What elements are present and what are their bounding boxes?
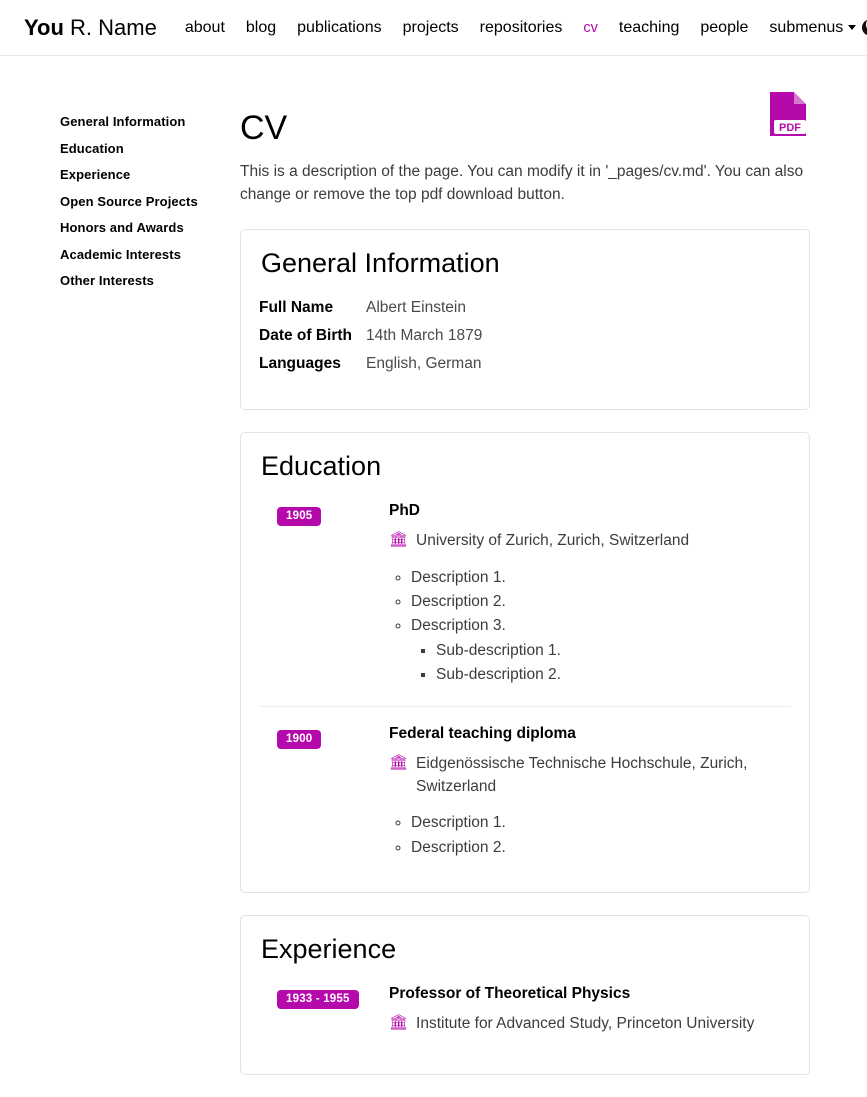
entry-institution: [389, 529, 785, 552]
nav-item-submenus[interactable]: submenus: [769, 19, 856, 37]
entry-sub-description-list: [411, 639, 785, 688]
brand-strong: You: [24, 14, 64, 40]
nav-item-repositories[interactable]: repositories: [479, 18, 563, 36]
nav-item-projects[interactable]: projects: [402, 18, 459, 36]
main-content: [240, 110, 865, 1097]
sidebar-item-honors-and-awards[interactable]: Honors and Awards: [60, 220, 184, 235]
section-general-information: [240, 229, 810, 410]
institution-label: University of Zurich, Zurich, Switzerland: [416, 532, 690, 550]
list-item: ◦ Description 2.: [411, 836, 785, 860]
row-key: Date of Birth: [259, 327, 352, 345]
table-row: [259, 355, 791, 383]
nav-item-teaching[interactable]: teaching: [618, 18, 680, 36]
institution-icon: 🏛: [389, 531, 409, 549]
institution-icon: 🏛: [389, 1014, 409, 1032]
nav-item-about[interactable]: about: [184, 18, 225, 36]
institution-icon: 🏛: [389, 753, 409, 771]
sidebar-item-open-source-projects[interactable]: Open Source Projects: [60, 193, 198, 209]
general-information-table: [259, 299, 791, 383]
entry-institution: [389, 1012, 785, 1035]
entry-title: Federal teaching diploma: [389, 724, 576, 742]
list-item: ◦ Description 2.: [411, 590, 785, 614]
navbar: [0, 0, 867, 56]
entry-description-list: [389, 811, 785, 860]
nav-item-cv[interactable]: cv: [583, 19, 598, 36]
date-badge: 1933 - 1955: [277, 990, 359, 1009]
list-item-label: Description 3.: [411, 617, 506, 635]
list-item: ◦ Description 1.: [411, 811, 785, 835]
entry-body: [389, 725, 791, 860]
timeline-entry: [259, 706, 791, 866]
list-item: ▪ Sub-description 1.: [436, 639, 785, 663]
row-value: 14th March 1879: [366, 327, 483, 345]
nav-item-people[interactable]: people: [700, 18, 749, 36]
entry-date-column: [259, 985, 389, 1041]
entry-institution: [389, 752, 785, 799]
entry-body: [389, 985, 791, 1041]
section-experience: [240, 915, 810, 1074]
section-title: Experience: [261, 934, 397, 965]
page-header: [240, 110, 810, 161]
timeline-entry: [259, 985, 791, 1047]
institution-label: Eidgenössische Technische Hochschule, Zurich, Switzerland: [416, 754, 748, 796]
row-value: Albert Einstein: [366, 299, 466, 317]
nav-item-blog[interactable]: blog: [245, 18, 277, 36]
sidebar-item-general-information[interactable]: General Information: [60, 114, 186, 129]
timeline-entry: [259, 502, 791, 694]
section-education: [240, 432, 810, 893]
pdf-download-button[interactable]: [766, 90, 810, 138]
date-badge: 1900: [277, 730, 321, 749]
institution-label: Institute for Advanced Study, Princeton University: [416, 1015, 755, 1033]
entry-title: Professor of Theoretical Physics: [389, 985, 631, 1003]
list-item: ▪ Sub-description 2.: [436, 663, 785, 687]
sidebar-item-education[interactable]: Education: [60, 140, 124, 156]
row-key: Full Name: [259, 299, 334, 317]
date-badge: 1905: [277, 507, 321, 526]
page-body: [0, 56, 867, 1097]
site-brand[interactable]: [24, 15, 157, 41]
table-row: [259, 299, 791, 327]
list-item: ◦ Description 1.: [411, 566, 785, 590]
entry-date-column: [259, 725, 389, 860]
section-title: General Information: [261, 248, 500, 279]
sidebar-item-academic-interests[interactable]: Academic Interests: [60, 246, 182, 262]
moon-glyph: [862, 19, 867, 36]
sidebar-item-experience[interactable]: Experience: [60, 167, 131, 182]
svg-text:PDF: PDF: [779, 122, 801, 134]
entry-body: [389, 502, 791, 688]
toc-sidebar: [0, 110, 240, 1097]
section-title: Education: [261, 451, 382, 482]
moon-icon[interactable]: [856, 14, 867, 42]
pdf-icon: [766, 90, 810, 138]
main-nav: [185, 19, 856, 37]
nav-item-publications[interactable]: publications: [297, 18, 382, 36]
page-title: CV: [240, 109, 288, 147]
list-item: [411, 614, 785, 687]
entry-date-column: [259, 502, 389, 688]
entry-title: PhD: [389, 502, 420, 520]
page-description: This is a description of the page. You can modify it in '_pages/cv.md'. You can also change or remove the top pdf download button.: [240, 163, 804, 204]
row-value: English, German: [366, 355, 482, 373]
brand-rest: R. Name: [63, 14, 157, 40]
table-row: [259, 327, 791, 355]
row-key: Languages: [259, 355, 341, 373]
entry-description-list: [389, 566, 785, 688]
sidebar-item-other-interests[interactable]: Other Interests: [60, 273, 154, 288]
